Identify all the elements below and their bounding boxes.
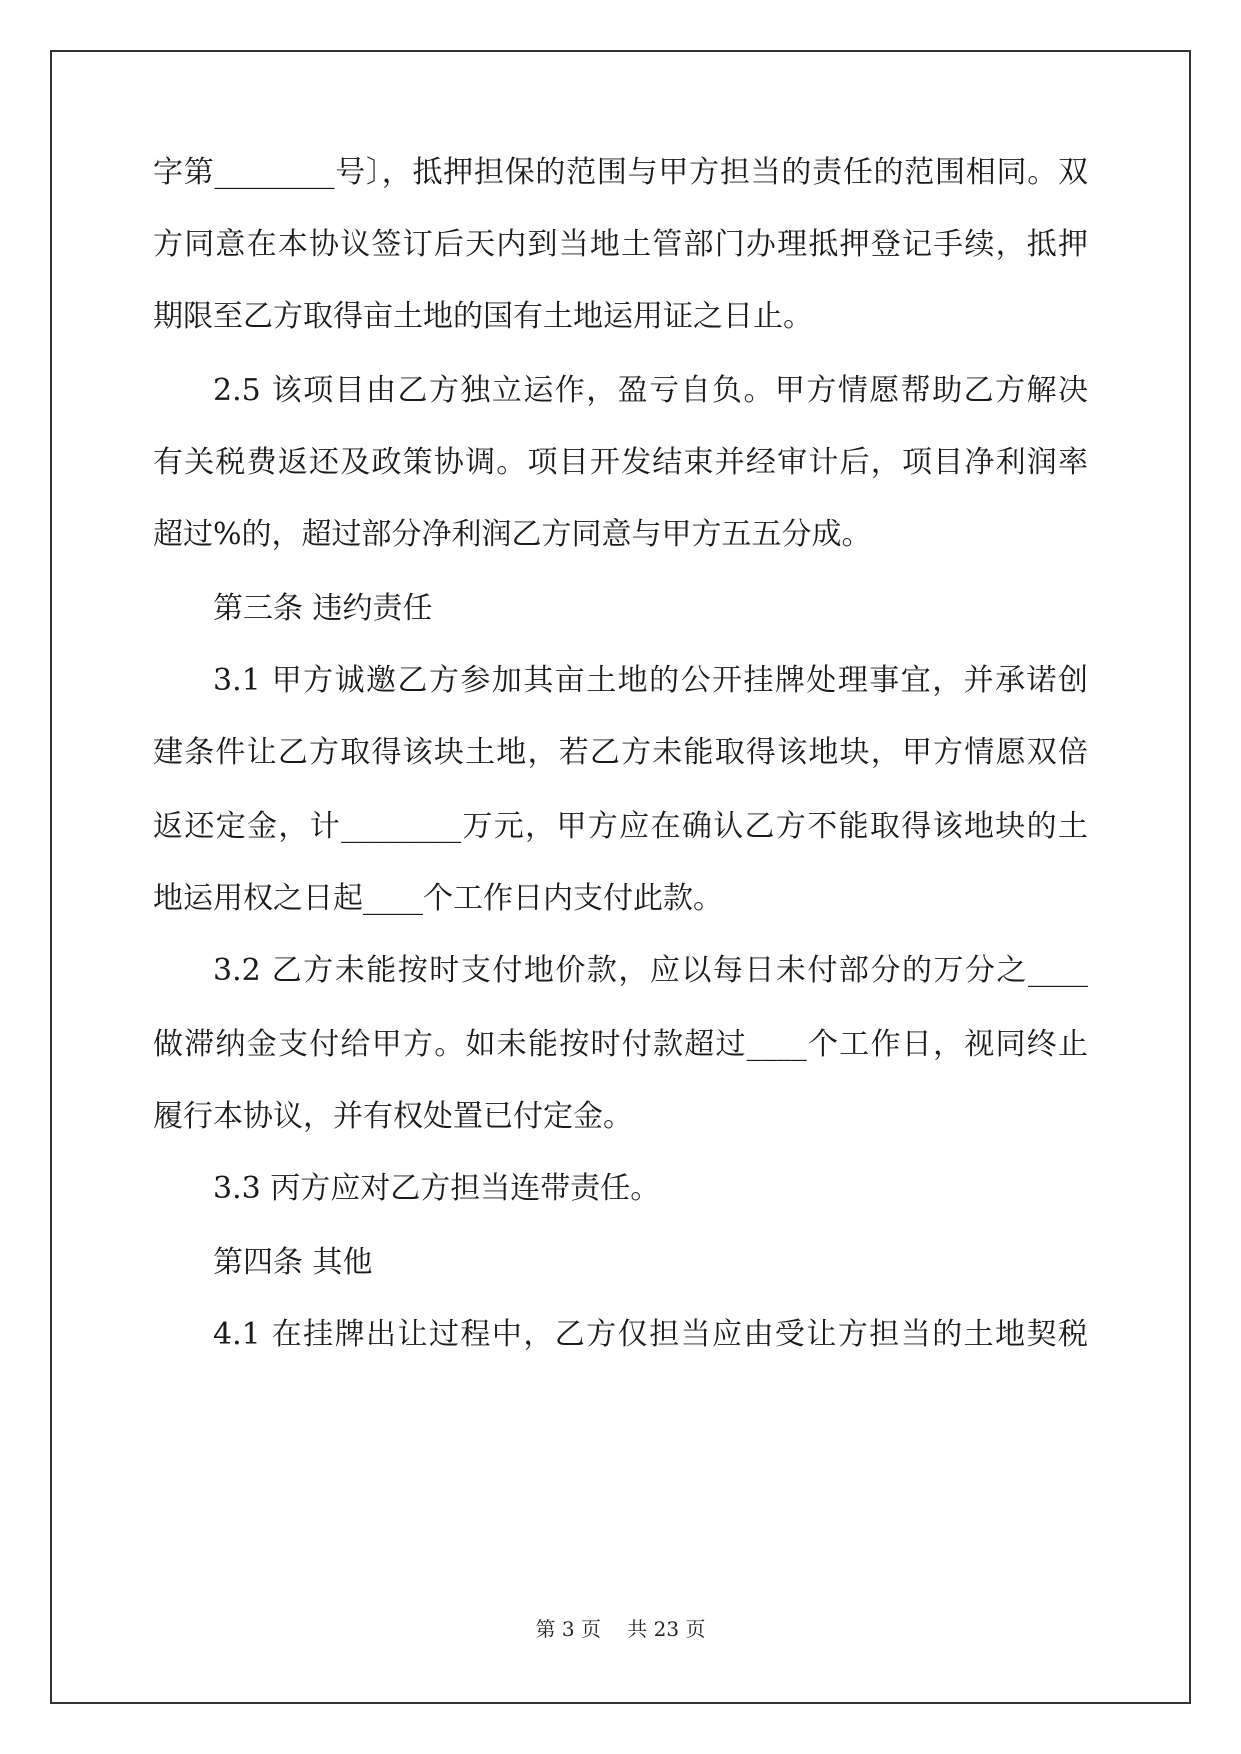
text-line: 履行本协议，并有权处置已付定金。 <box>153 1099 633 1134</box>
text-line: 3.3 丙方应对乙方担当连带责任。 <box>213 1171 661 1206</box>
text-line: 2.5 该项目由乙方独立运作，盈亏自负。甲方情愿帮助乙方解决 <box>213 373 1088 408</box>
page-number: 第 3 页 共 23 页 <box>535 1617 706 1641</box>
section-heading: 第四条 其他 <box>213 1245 373 1280</box>
text-line: 3.1 甲方诚邀乙方参加其亩土地的公开挂牌处理事宜，并承诺创 <box>213 663 1088 698</box>
text-line: 返还定金，计________万元，甲方应在确认乙方不能取得该地块的土 <box>153 809 1088 844</box>
text-line: 3.2 乙方未能按时支付地价款，应以每日未付部分的万分之____ <box>213 953 1088 988</box>
text-line: 地运用权之日起____个工作日内支付此款。 <box>153 881 723 916</box>
text-line: 方同意在本协议签订后天内到当地土管部门办理抵押登记手续，抵押 <box>153 227 1088 262</box>
text-line: 超过%的，超过部分净利润乙方同意与甲方五五分成。 <box>153 517 872 552</box>
text-line: 有关税费返还及政策协调。项目开发结束并经审计后，项目净利润率 <box>153 445 1088 480</box>
text-line: 4.1 在挂牌出让过程中，乙方仅担当应由受让方担当的土地契税 <box>213 1317 1088 1352</box>
text-line: 字第________号〕，抵押担保的范围与甲方担当的责任的范围相同。双 <box>153 155 1088 190</box>
text-line: 建条件让乙方取得该块土地，若乙方未能取得该地块，甲方情愿双倍 <box>153 735 1088 770</box>
text-line: 期限至乙方取得亩土地的国有土地运用证之日止。 <box>153 299 813 334</box>
text-line: 做滞纳金支付给甲方。如未能按时付款超过____个工作日，视同终止 <box>153 1027 1088 1062</box>
section-heading: 第三条 违约责任 <box>213 591 433 626</box>
